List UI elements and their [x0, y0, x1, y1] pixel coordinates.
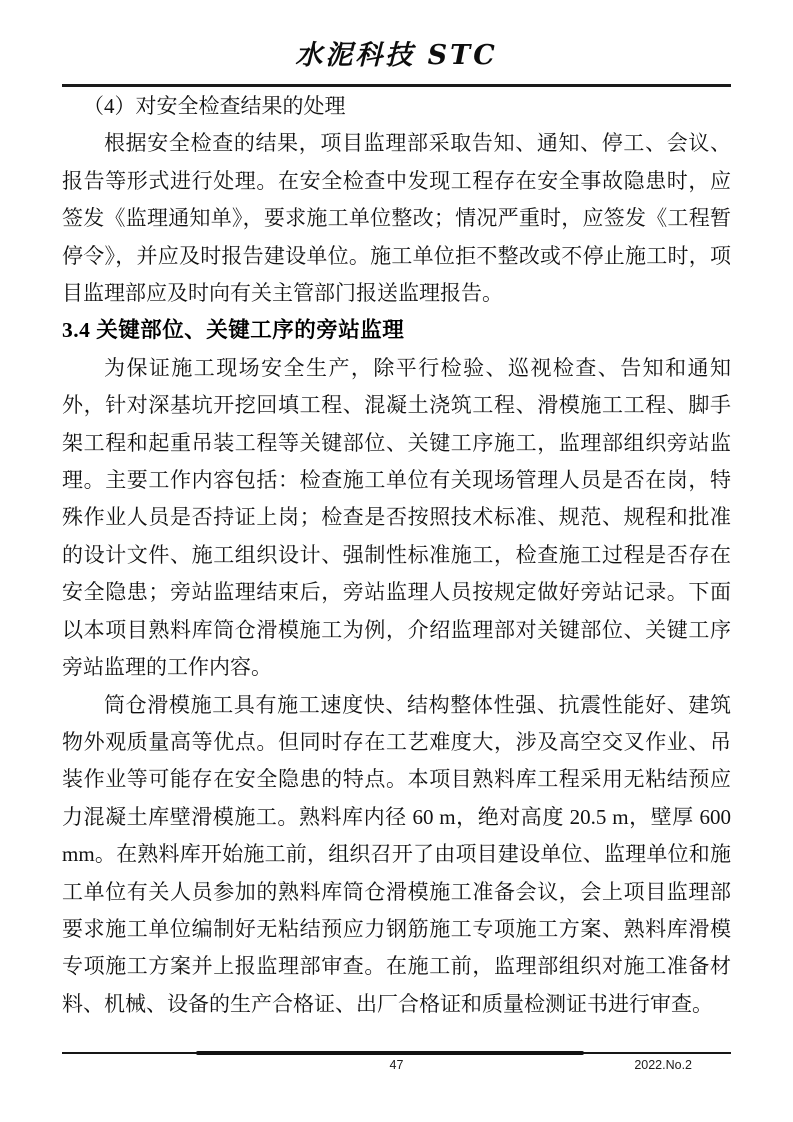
paragraph-safety-check-handling: 根据安全检查的结果，项目监理部采取告知、通知、停工、会议、报告等形式进行处理。在安全检查中发现工程存在安全事故隐患时，应签发《监理通知单》，要求施工单位整改；情况严重时，应签发《工程暂停令》，并应及时报告建设单位。施工单位拒不整改或不停止施工时，项目监理部应及时向有关主管部门报送监理报告。 — [62, 131, 731, 306]
section-heading-3-4: 3.4 关键部位、关键工序的旁站监理 — [62, 318, 405, 343]
sub-item-heading: （4）对安全检查结果的处理 — [83, 94, 346, 118]
footer-rule-divider — [62, 1052, 731, 1054]
article-body — [62, 88, 731, 1023]
page-number: 47 — [389, 1058, 404, 1072]
issue-number: 2022.No.2 — [634, 1058, 692, 1072]
journal-title: 水泥科技 STC — [295, 40, 498, 71]
paragraph-side-station-supervision: 为保证施工现场安全生产，除平行检验、巡视检查、告知和通知外，针对深基坑开挖回填工程、混凝土浇筑工程、滑模施工工程、脚手架工程和起重吊装工程等关键部位、关键工序施工，监理部组织旁站监理。主要工作内容包括：检查施工单位有关现场管理人员是否在岗，特殊作业人员是否持证上岗；检查是否按照技术标准、规范、规程和批准的设计文件、施工组织设计、强制性标准施工，检查施工过程是否存在安全隐患；旁站监理结束后，旁站监理人员按规定做好旁站记录。下面以本项目熟料库筒仓滑模施工为例，介绍监理部对关键部位、关键工序旁站监理的工作内容。 — [62, 355, 731, 680]
header-rule-divider — [62, 84, 731, 87]
paragraph-silo-slipform: 筒仓滑模施工具有施工速度快、结构整体性强、抗震性能好、建筑物外观质量高等优点。但同时存在工艺难度大，涉及高空交叉作业、吊装作业等可能存在安全隐患的特点。本项目熟料库工程采用无粘结预应力混凝土库壁滑模施工。熟料库内径 60 m，绝对高度 20.5 m，壁厚 600 mm。在熟料库开始施工前，组织召开了由项目建设单位、监理单位和施工单位有关人员参加的熟料库筒仓滑模施工准备会议，会上项目监理部要求施工单位编制好无粘结预应力钢筋施工专项施工方案、熟料库滑模专项施工方案并上报监理部审查。在施工前，监理部组织对施工准备材料、机械、设备的生产合格证、出厂合格证和质量检测证书进行审查。 — [62, 692, 731, 1016]
